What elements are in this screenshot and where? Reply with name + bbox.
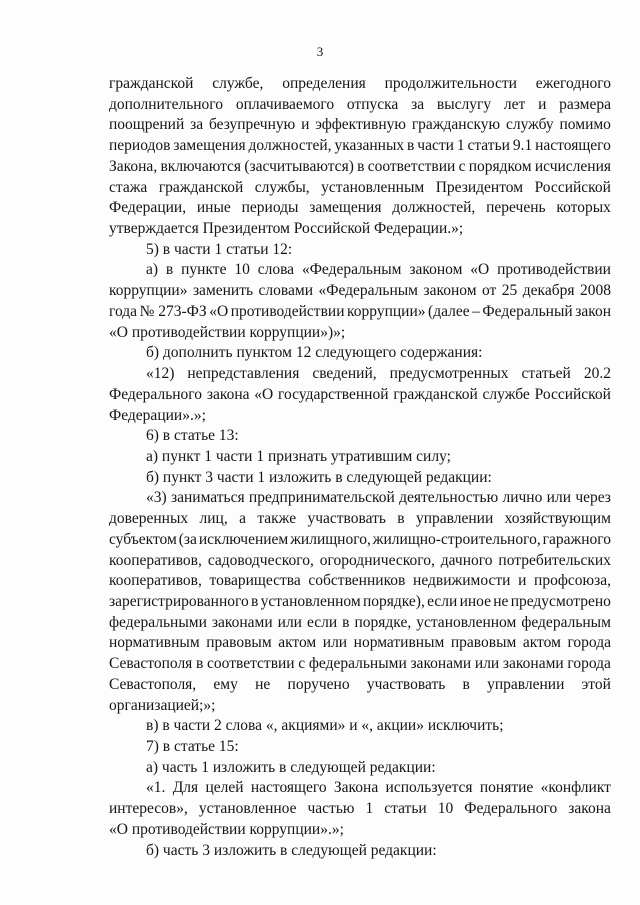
word: дополнительного	[109, 95, 224, 113]
word: установленном	[416, 613, 517, 631]
word: города	[567, 634, 611, 652]
word: статьи	[384, 800, 427, 818]
word: или	[277, 613, 302, 631]
text-line	[109, 488, 611, 509]
text-line: 5) в части 1 статьи 12:	[146, 240, 293, 258]
word: «О	[254, 385, 274, 403]
text-line	[109, 675, 611, 696]
text-line	[109, 74, 611, 95]
text-line: организацией;»;	[109, 696, 216, 714]
word: установленное	[198, 800, 297, 818]
word: от	[482, 282, 497, 300]
word: Закона	[333, 779, 379, 797]
word: ежегодного	[535, 75, 611, 92]
text-line: в) в части 2 слова «, акциями» и «, акции» исключить;	[146, 717, 504, 735]
word: «3)	[146, 489, 167, 507]
word: предусмотренных	[389, 365, 509, 383]
word: участвовать	[366, 675, 446, 693]
word: 1	[365, 800, 374, 818]
text-line	[109, 592, 611, 613]
word: части	[417, 137, 454, 155]
word: декабря	[522, 282, 575, 300]
word: лиц,	[199, 510, 228, 528]
word: закона	[206, 385, 250, 403]
word: федеральными	[308, 655, 407, 673]
word: периодов	[109, 137, 171, 155]
word: деятельностью	[399, 489, 499, 507]
text-line	[109, 385, 611, 406]
word: должностей,	[392, 199, 476, 217]
word: «Федеральным	[301, 261, 402, 279]
word: исчисления	[534, 157, 611, 175]
text-line: а) часть 1 изложить в следующей редакции:	[146, 758, 436, 776]
word: нормативным	[353, 634, 445, 652]
text-line	[109, 551, 611, 572]
text-line	[109, 157, 611, 178]
text-line	[109, 799, 611, 820]
word: порядком	[468, 157, 532, 175]
word: 25	[501, 282, 518, 300]
word: управлении	[487, 675, 565, 693]
word: соответствии	[207, 655, 295, 673]
word: «конфликт	[540, 779, 611, 797]
word: если	[427, 592, 458, 610]
text-line	[109, 654, 611, 675]
word: если	[306, 613, 338, 631]
word: этой	[581, 675, 611, 693]
text-line	[109, 198, 611, 219]
word: закон	[575, 302, 611, 320]
word: законами	[410, 655, 472, 673]
word: собственников	[308, 572, 406, 590]
word: «О	[470, 261, 490, 279]
word: противодействии	[230, 302, 345, 320]
text-line: Федерации».»;	[109, 406, 206, 424]
word: 2008	[579, 282, 611, 300]
word: актом	[278, 634, 317, 652]
text-line	[109, 178, 611, 199]
word: службы,	[254, 178, 310, 196]
text-line	[109, 571, 611, 592]
text-line: б) часть 3 изложить в следующей редакции:	[146, 841, 437, 859]
word: № 273-ФЗ	[139, 302, 207, 320]
word: с	[458, 157, 466, 175]
text-line	[109, 260, 611, 281]
word: не	[255, 675, 271, 693]
word: в	[251, 592, 259, 610]
word: порядке,	[354, 613, 412, 631]
word: через	[575, 489, 611, 507]
word: (засчитываются)	[244, 157, 354, 175]
word: недвижимости	[413, 572, 511, 590]
text-line: б) дополнить пунктом 12 следующего содержания:	[146, 344, 483, 362]
word: Федерального	[109, 385, 203, 403]
text-line	[109, 530, 611, 551]
word: используется	[385, 779, 473, 797]
word: в	[357, 157, 365, 175]
word: жилищного,	[290, 530, 371, 548]
word: указанных	[334, 137, 405, 155]
word: 10	[234, 261, 250, 279]
word: нормативным	[109, 634, 200, 652]
word: или	[546, 489, 571, 507]
word: «12)	[146, 365, 175, 383]
page-number: 3	[316, 44, 324, 59]
word: или	[474, 655, 500, 673]
word: Федерации,	[109, 199, 187, 217]
word: должностей,	[248, 137, 332, 155]
word: в	[165, 261, 174, 279]
word: целей	[205, 779, 244, 797]
word: Президентом	[435, 178, 524, 196]
word: поощрений	[109, 116, 185, 134]
word: 20.2	[583, 365, 611, 383]
word: потребительских	[498, 551, 611, 569]
word: определения	[282, 75, 366, 92]
word: перечень	[486, 199, 546, 217]
word: настоящего	[250, 779, 327, 797]
word: «Федеральным	[318, 282, 418, 300]
word: правовым	[450, 634, 517, 652]
word: государственной	[278, 385, 389, 403]
word: с	[298, 655, 306, 673]
word: непредставления	[187, 365, 300, 383]
word: периоды	[241, 199, 299, 217]
word: эффективную	[315, 116, 406, 134]
word: замещения	[309, 199, 382, 217]
word: за	[190, 116, 204, 134]
word: а)	[146, 261, 159, 279]
word: не	[493, 592, 509, 610]
word: лет	[503, 95, 526, 113]
word: города	[567, 655, 611, 673]
word: частью	[307, 800, 355, 818]
word: заниматься	[170, 489, 245, 507]
word: товарищества	[209, 572, 301, 590]
word: пункте	[181, 261, 227, 279]
word: также	[257, 510, 297, 528]
text-line	[109, 95, 611, 116]
word: противодействии	[497, 261, 611, 279]
word: коррупции»	[347, 302, 426, 320]
word: участвовать	[307, 510, 386, 528]
word: –	[472, 302, 480, 320]
word: (за	[178, 530, 197, 548]
word: поручено	[287, 675, 350, 693]
text-line	[109, 115, 611, 136]
text-line: «О противодействии коррупции».»;	[109, 820, 344, 838]
word: 9.1	[512, 137, 533, 155]
word: законами	[502, 655, 564, 673]
word: «О	[209, 302, 229, 320]
word: статьи	[467, 137, 510, 155]
word: или	[322, 634, 348, 652]
word: Федерального	[464, 800, 558, 818]
word: дачного	[440, 551, 493, 569]
word: помимо	[559, 116, 611, 134]
word: ему	[213, 675, 238, 693]
word: гражданской	[393, 385, 478, 403]
word: выслугу	[436, 95, 492, 113]
word: года	[109, 302, 138, 320]
word: закона	[568, 800, 611, 818]
word: установленным	[321, 178, 425, 196]
word: гражданской	[109, 75, 194, 92]
word: сведений,	[312, 365, 377, 383]
word: законом	[423, 282, 477, 300]
word: оплачиваемого	[235, 95, 335, 113]
word: службу	[505, 116, 554, 134]
word: Для	[172, 779, 199, 797]
text-line	[109, 778, 611, 799]
word: предпринимательской	[248, 489, 395, 507]
word: правовым	[206, 634, 272, 652]
text-line	[109, 136, 611, 157]
word: заменить	[192, 282, 254, 300]
word: а	[239, 510, 246, 528]
word: в	[397, 510, 405, 528]
word: коррупции»	[109, 282, 188, 300]
text-line: а) пункт 1 части 1 признать утратившим силу;	[146, 447, 451, 465]
word: в	[407, 137, 415, 155]
word: в	[196, 655, 204, 673]
word: слова	[257, 261, 295, 279]
word: интересов»,	[109, 800, 188, 818]
text-line: б) пункт 3 части 1 изложить в следующей редакции:	[146, 468, 492, 486]
word: за	[411, 95, 425, 113]
word: федеральным	[521, 613, 611, 631]
document-text	[109, 74, 611, 861]
text-line	[109, 633, 611, 654]
word: кооперативов,	[109, 551, 202, 569]
word: установленном	[260, 592, 361, 610]
word: исключением	[198, 530, 289, 548]
word: профсоюза,	[534, 572, 611, 590]
word: зарегистрированного	[109, 592, 249, 610]
word: статьей	[521, 365, 571, 383]
word: субъектом	[109, 530, 177, 548]
word: включаются	[160, 157, 242, 175]
word: лично	[502, 489, 543, 507]
word: службе,	[212, 75, 264, 92]
text-line: утверждается Президентом Российской Федерации.»;	[109, 220, 464, 238]
word: Российской	[534, 385, 611, 403]
word: соответствии	[367, 157, 456, 175]
word: предусмотрено	[510, 592, 611, 610]
word: гражданскую	[411, 116, 501, 134]
word: в	[462, 675, 470, 693]
text-line: «О противодействии коррупции»)»;	[109, 323, 346, 341]
text-line	[109, 364, 611, 385]
word: доверенных	[109, 510, 189, 528]
word: которых	[556, 199, 611, 217]
text-line	[109, 613, 611, 634]
word: жилищно-строительного,	[372, 530, 541, 548]
word: законом	[409, 261, 463, 279]
word: иные	[196, 199, 231, 217]
word: огороднического,	[319, 551, 435, 569]
text-line	[109, 302, 611, 323]
word: (далее	[428, 302, 470, 320]
word: Севастополя	[109, 655, 193, 673]
word: 1	[456, 137, 465, 155]
word: управлении	[415, 510, 494, 528]
word: и	[538, 95, 547, 113]
text-line	[109, 509, 611, 530]
word: порядке),	[362, 592, 425, 610]
text-line: 6) в статье 13:	[146, 427, 239, 445]
word: Севастополя,	[109, 675, 197, 693]
word: федеральными	[109, 613, 207, 631]
word: Федеральный	[482, 302, 573, 320]
word: словами	[258, 282, 313, 300]
word: и	[301, 116, 310, 134]
word: продолжительности	[384, 75, 517, 92]
word: хозяйствующим	[504, 510, 611, 528]
word: иное	[459, 592, 491, 610]
word: гражданской	[158, 178, 244, 196]
word: садоводческого,	[207, 551, 314, 569]
word: службе	[482, 385, 530, 403]
word: кооперативов,	[109, 572, 202, 590]
word: размера	[559, 95, 611, 113]
word: актом	[522, 634, 561, 652]
word: настоящего	[535, 137, 611, 155]
word: Российской	[534, 178, 611, 196]
word: в	[342, 613, 350, 631]
word: «1.	[146, 779, 166, 797]
text-line	[109, 281, 611, 302]
word: гаражного	[542, 530, 611, 548]
word: стажа	[109, 178, 148, 196]
word: Закона,	[109, 157, 158, 175]
word: и	[518, 572, 527, 590]
word: понятие	[479, 779, 534, 797]
word: безупречную	[208, 116, 296, 134]
word: замещения	[173, 137, 246, 155]
word: 10	[437, 800, 454, 818]
text-line: 7) в статье 15:	[146, 738, 239, 755]
word: отпуска	[346, 95, 399, 113]
word: законами	[211, 613, 273, 631]
